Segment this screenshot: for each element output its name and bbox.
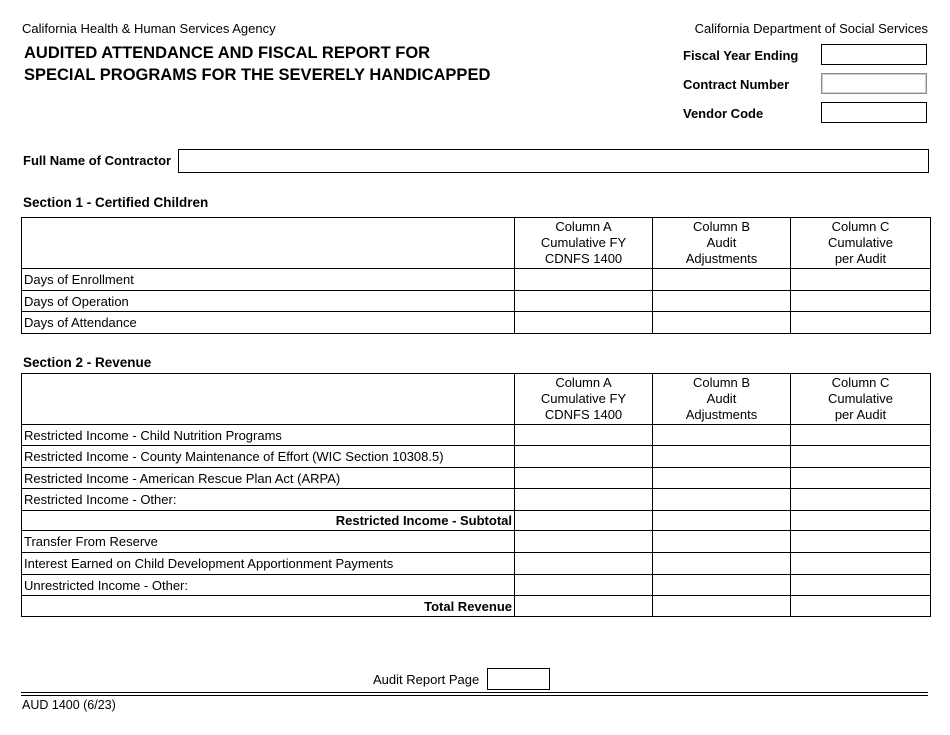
column-c-cell[interactable]	[791, 446, 931, 468]
subtotal-label: Restricted Income - Subtotal	[22, 511, 515, 531]
column-c-cell[interactable]	[791, 575, 931, 596]
row-label: Restricted Income - American Rescue Plan Act (ARPA)	[22, 468, 515, 489]
column-a-line-3: CDNFS 1400	[544, 407, 623, 422]
column-c-cell[interactable]	[791, 269, 931, 291]
section-2-title: Section 2 - Revenue	[23, 355, 152, 370]
table-row	[22, 446, 931, 468]
row-label: Transfer From Reserve	[22, 531, 515, 553]
column-b-cell[interactable]	[653, 468, 791, 489]
column-b-cell[interactable]	[653, 531, 791, 553]
column-c-cell[interactable]	[791, 291, 931, 312]
column-c-cell[interactable]	[791, 553, 931, 575]
contractor-name-field[interactable]	[178, 149, 929, 173]
column-b-header	[653, 374, 791, 425]
row-label: Days of Operation	[22, 291, 515, 312]
section-1-title: Section 1 - Certified Children	[23, 195, 209, 210]
column-a-cell[interactable]	[515, 596, 653, 617]
column-b-cell[interactable]	[653, 553, 791, 575]
column-c-cell[interactable]	[791, 511, 931, 531]
footer-rule-top	[21, 692, 928, 693]
agency-name: California Health & Human Services Agency	[22, 21, 276, 36]
section-2-table	[21, 373, 931, 617]
column-a-cell[interactable]	[515, 531, 653, 553]
column-b-cell[interactable]	[653, 596, 791, 617]
column-a-cell[interactable]	[515, 511, 653, 531]
column-a-header	[515, 218, 653, 269]
column-c-cell[interactable]	[791, 425, 931, 446]
column-b-line-3: Adjustments	[685, 251, 758, 266]
table-row	[22, 553, 931, 575]
column-b-line-2: Audit	[706, 391, 737, 406]
audit-report-page-label: Audit Report Page	[373, 672, 480, 687]
section-1-table	[21, 217, 931, 334]
column-a-cell[interactable]	[515, 489, 653, 511]
row-label: Days of Enrollment	[22, 269, 515, 291]
section-2-blank-header	[22, 374, 515, 425]
row-label: Unrestricted Income - Other:	[22, 575, 515, 596]
table-row	[22, 468, 931, 489]
column-c-line-1: Column C	[831, 375, 890, 390]
column-c-cell[interactable]	[791, 468, 931, 489]
section-2-header-row	[22, 374, 931, 425]
table-row	[22, 269, 931, 291]
column-c-cell[interactable]	[791, 596, 931, 617]
form-title-line-2: SPECIAL PROGRAMS FOR THE SEVERELY HANDICAPPED	[24, 66, 491, 84]
column-c-cell[interactable]	[791, 312, 931, 334]
column-a-header	[515, 374, 653, 425]
form-number: AUD 1400 (6/23)	[22, 698, 116, 712]
column-c-line-1: Column C	[831, 219, 890, 234]
row-label: Restricted Income - Other:	[22, 489, 515, 511]
contract-number-label: Contract Number	[683, 77, 790, 92]
table-row	[22, 291, 931, 312]
footer-rule-bottom	[21, 695, 928, 696]
form-title	[24, 42, 490, 86]
fiscal-year-field[interactable]	[821, 44, 927, 65]
column-b-cell[interactable]	[653, 489, 791, 511]
column-a-cell[interactable]	[515, 269, 653, 291]
column-a-cell[interactable]	[515, 553, 653, 575]
row-label: Interest Earned on Child Development Apportionment Payments	[22, 553, 515, 575]
column-a-cell[interactable]	[515, 575, 653, 596]
column-a-line-3: CDNFS 1400	[544, 251, 623, 266]
column-b-cell[interactable]	[653, 291, 791, 312]
row-label: Restricted Income - Child Nutrition Programs	[22, 425, 515, 446]
fiscal-year-label: Fiscal Year Ending	[683, 48, 799, 63]
section-1-header-row	[22, 218, 931, 269]
column-c-line-2: Cumulative	[827, 391, 894, 406]
column-c-line-3: per Audit	[834, 407, 887, 422]
table-row	[22, 312, 931, 334]
row-label: Days of Attendance	[22, 312, 515, 334]
column-b-line-1: Column B	[692, 219, 751, 234]
total-label: Total Revenue	[22, 596, 515, 617]
column-c-line-2: Cumulative	[827, 235, 894, 250]
column-a-line-2: Cumulative FY	[540, 235, 627, 250]
subtotal-row	[22, 511, 931, 531]
table-row	[22, 489, 931, 511]
form-title-line-1: AUDITED ATTENDANCE AND FISCAL REPORT FOR	[24, 44, 431, 62]
contract-number-field[interactable]	[821, 73, 927, 94]
column-a-cell[interactable]	[515, 312, 653, 334]
column-b-line-3: Adjustments	[685, 407, 758, 422]
column-b-cell[interactable]	[653, 269, 791, 291]
column-b-cell[interactable]	[653, 446, 791, 468]
column-a-cell[interactable]	[515, 425, 653, 446]
column-b-cell[interactable]	[653, 511, 791, 531]
column-c-header	[791, 374, 931, 425]
column-b-cell[interactable]	[653, 575, 791, 596]
column-b-line-2: Audit	[706, 235, 737, 250]
column-a-line-1: Column A	[555, 219, 612, 234]
table-row	[22, 425, 931, 446]
table-row	[22, 575, 931, 596]
column-b-cell[interactable]	[653, 312, 791, 334]
table-row	[22, 531, 931, 553]
audit-report-page-field[interactable]	[487, 668, 550, 690]
column-c-cell[interactable]	[791, 489, 931, 511]
total-row	[22, 596, 931, 617]
column-a-line-1: Column A	[555, 375, 612, 390]
column-a-line-2: Cumulative FY	[540, 391, 627, 406]
column-b-header	[653, 218, 791, 269]
contractor-name-label: Full Name of Contractor	[23, 153, 172, 168]
column-c-header	[791, 218, 931, 269]
vendor-code-label: Vendor Code	[683, 106, 764, 121]
column-a-cell[interactable]	[515, 446, 653, 468]
column-c-cell[interactable]	[791, 531, 931, 553]
section-1-blank-header	[22, 218, 515, 269]
column-b-line-1: Column B	[692, 375, 751, 390]
row-label: Restricted Income - County Maintenance of Effort (WIC Section 10308.5)	[22, 446, 515, 468]
column-a-cell[interactable]	[515, 468, 653, 489]
department-name: California Department of Social Services	[694, 21, 928, 36]
column-c-line-3: per Audit	[834, 251, 887, 266]
column-b-cell[interactable]	[653, 425, 791, 446]
vendor-code-field[interactable]	[821, 102, 927, 123]
column-a-cell[interactable]	[515, 291, 653, 312]
